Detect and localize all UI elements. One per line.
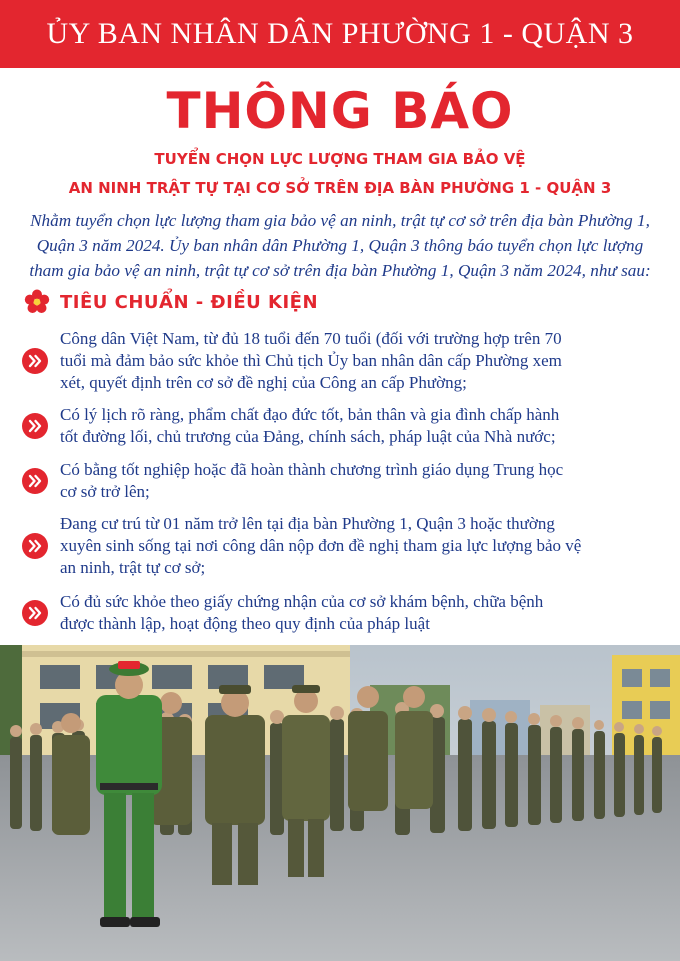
header-bar [0, 0, 680, 68]
intro-line: Nhằm tuyển chọn lực lượng tham gia bảo vệ an ninh, trật tự cơ sở trên địa bàn Phường 1, [30, 211, 650, 230]
criteria-item [22, 459, 678, 503]
notice-title: THÔNG BÁO [166, 82, 514, 140]
criteria-line: Đang cư trú từ 01 năm trở lên tại địa bàn Phường 1, Quận 3 hoặc thường [60, 514, 555, 533]
criteria-line: Có đủ sức khỏe theo giấy chứng nhận của cơ sở khám bệnh, chữa bệnh [60, 592, 544, 611]
subtitle-line-1: TUYỂN CHỌN LỰC LƯỢNG THAM GIA BẢO VỆ [154, 150, 526, 168]
intro-line: Quận 3 năm 2024. Ủy ban nhân dân Phường 1, Quận 3 thông báo tuyển chọn lực lượng [36, 236, 644, 255]
criteria-line: an ninh, trật tự cơ sở; [60, 558, 206, 577]
formation-illustration [0, 645, 680, 961]
criteria-line: xét, quyết định trên cơ sở đề nghị của Công an cấp Phường; [60, 373, 467, 392]
formation-photo [0, 645, 680, 961]
intro-paragraph [6, 208, 674, 283]
org-title: ỦY BAN NHÂN DÂN PHƯỜNG 1 - QUẬN 3 [46, 17, 634, 50]
flower-icon [24, 289, 50, 315]
intro-line: tham gia bảo vệ an ninh, trật tự cơ sở trên địa bàn Phường 1, Quận 3 năm 2024, như sau: [29, 261, 651, 280]
section-heading [24, 288, 318, 316]
criteria-line: tốt đường lối, chủ trương của Đảng, chính sách, pháp luật của Nhà nước; [60, 427, 556, 446]
criteria-line: tuổi mà đảm bảo sức khỏe thì Chủ tịch Ủy ban nhân dân cấp Phường xem [60, 351, 562, 370]
double-chevron-icon [22, 533, 48, 559]
criteria-item [22, 328, 678, 394]
criteria-line: được thành lập, hoạt động theo quy định của pháp luật [60, 614, 430, 633]
subtitle-line-2: AN NINH TRẬT TỰ TẠI CƠ SỞ TRÊN ĐỊA BÀN PHƯỜNG 1 - QUẬN 3 [68, 179, 612, 197]
criteria-item [22, 513, 678, 579]
double-chevron-icon [22, 468, 48, 494]
criteria-line: Có lý lịch rõ ràng, phẩm chất đạo đức tốt, bản thân và gia đình chấp hành [60, 405, 560, 424]
criteria-line: cơ sở trở lên; [60, 482, 150, 501]
criteria-line: Công dân Việt Nam, từ đủ 18 tuổi đến 70 tuổi (đối với trường hợp trên 70 [60, 329, 562, 348]
criteria-line: xuyên sinh sống tại nơi công dân nộp đơn đề nghị tham gia lực lượng bảo vệ [60, 536, 582, 555]
criteria-item [22, 591, 678, 635]
double-chevron-icon [22, 348, 48, 374]
double-chevron-icon [22, 413, 48, 439]
criteria-item [22, 404, 678, 448]
double-chevron-icon [22, 600, 48, 626]
section-title: TIÊU CHUẨN - ĐIỀU KIỆN [60, 291, 319, 313]
criteria-line: Có bằng tốt nghiệp hoặc đã hoàn thành chương trình giáo dụng Trung học [60, 460, 564, 479]
